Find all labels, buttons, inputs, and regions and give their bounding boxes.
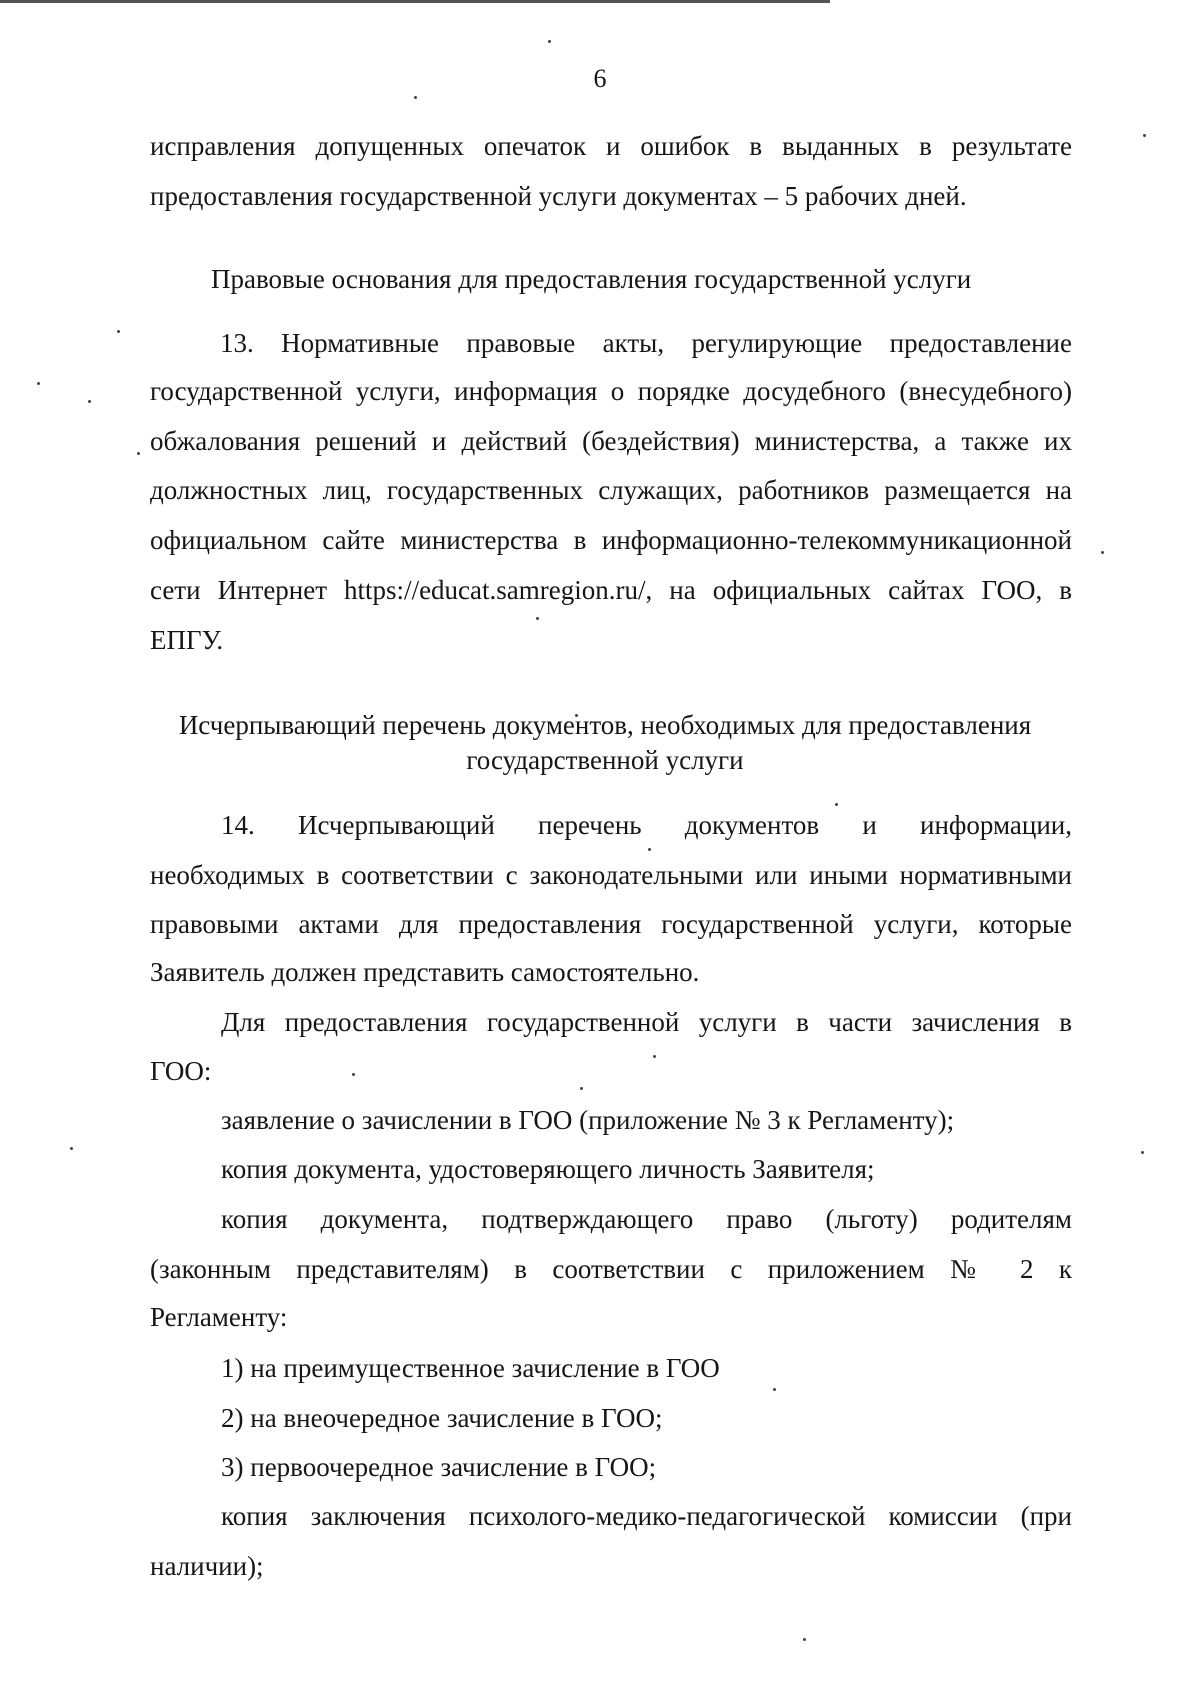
scan-speck xyxy=(548,40,551,43)
list-item: 3) первоочередное зачисление в ГОО; xyxy=(221,1452,657,1482)
scan-speck xyxy=(648,848,651,851)
paragraph-line: ГОО: xyxy=(150,1056,212,1086)
scan-speck xyxy=(803,1638,806,1641)
list-item: копия документа, подтверждающего право (льготу) родителям xyxy=(221,1204,1072,1234)
paragraph-line: государственной услуги, информация о порядке досудебного (внесудебного) xyxy=(150,376,1072,406)
paragraph-line: сети Интернет https://educat.samregion.ru/, на официальных сайтах ГОО, в xyxy=(150,575,1072,605)
scan-speck xyxy=(88,400,91,403)
page-number: 6 xyxy=(593,64,607,93)
paragraph-line: официальном сайте министерства в информационно-телекоммуникационной xyxy=(150,525,1072,555)
scan-speck xyxy=(37,382,40,385)
list-item: копия заключения психолого-медико-педагогической комиссии (при xyxy=(221,1501,1072,1531)
list-item: 1) на преимущественное зачисление в ГОО xyxy=(221,1353,720,1383)
paragraph-line: необходимых в соответствии с законодательными или иными нормативными xyxy=(150,860,1072,890)
paragraph-line: наличии); xyxy=(150,1551,264,1581)
paragraph-line: ЕПГУ. xyxy=(150,625,224,655)
list-item: копия документа, удостоверяющего личность Заявителя; xyxy=(221,1154,875,1184)
scan-speck xyxy=(1101,551,1104,554)
section-heading: государственной услуги xyxy=(466,745,744,775)
scan-speck xyxy=(70,1147,73,1150)
scan-speck xyxy=(835,803,838,806)
paragraph-line: 13. Нормативные правовые акты, регулирующие предоставление xyxy=(220,328,1072,358)
paragraph-line: обжалования решений и действий (бездействия) министерства, а также их xyxy=(150,426,1072,456)
paragraph-line: Регламенту: xyxy=(150,1302,288,1332)
paragraph-line: 14. Исчерпывающий перечень документов и информации, xyxy=(221,810,1072,840)
paragraph-line: должностных лиц, государственных служащих, работников размещается на xyxy=(150,475,1072,505)
scan-speck xyxy=(773,1388,776,1391)
paragraph-line: Заявитель должен представить самостоятельно. xyxy=(150,957,700,987)
paragraph-line: правовыми актами для предоставления государственной услуги, которые xyxy=(150,909,1072,939)
top-border-line xyxy=(0,0,830,3)
scan-speck xyxy=(580,1087,583,1090)
scan-speck xyxy=(117,330,120,333)
scan-speck xyxy=(536,617,539,620)
scan-speck xyxy=(137,452,140,455)
scan-speck xyxy=(1141,1151,1144,1154)
paragraph-line: Для предоставления государственной услуги в части зачисления в xyxy=(221,1007,1072,1037)
scan-speck xyxy=(1143,134,1146,137)
list-item: заявление о зачислении в ГОО (приложение № 3 к Регламенту); xyxy=(221,1105,955,1135)
scan-speck xyxy=(414,96,417,99)
list-item: 2) на внеочередное зачисление в ГОО; xyxy=(221,1403,663,1433)
section-heading: Правовые основания для предоставления государственной услуги xyxy=(211,264,972,294)
paragraph-line: предоставления государственной услуги документах – 5 рабочих дней. xyxy=(150,181,967,211)
paragraph-line: исправления допущенных опечаток и ошибок в выданных в результате xyxy=(150,131,1072,161)
paragraph-line: (законным представителям) в соответствии с приложением № 2 к xyxy=(150,1254,1072,1284)
section-heading: Исчерпывающий перечень документов, необходимых для предоставления xyxy=(178,710,1032,740)
